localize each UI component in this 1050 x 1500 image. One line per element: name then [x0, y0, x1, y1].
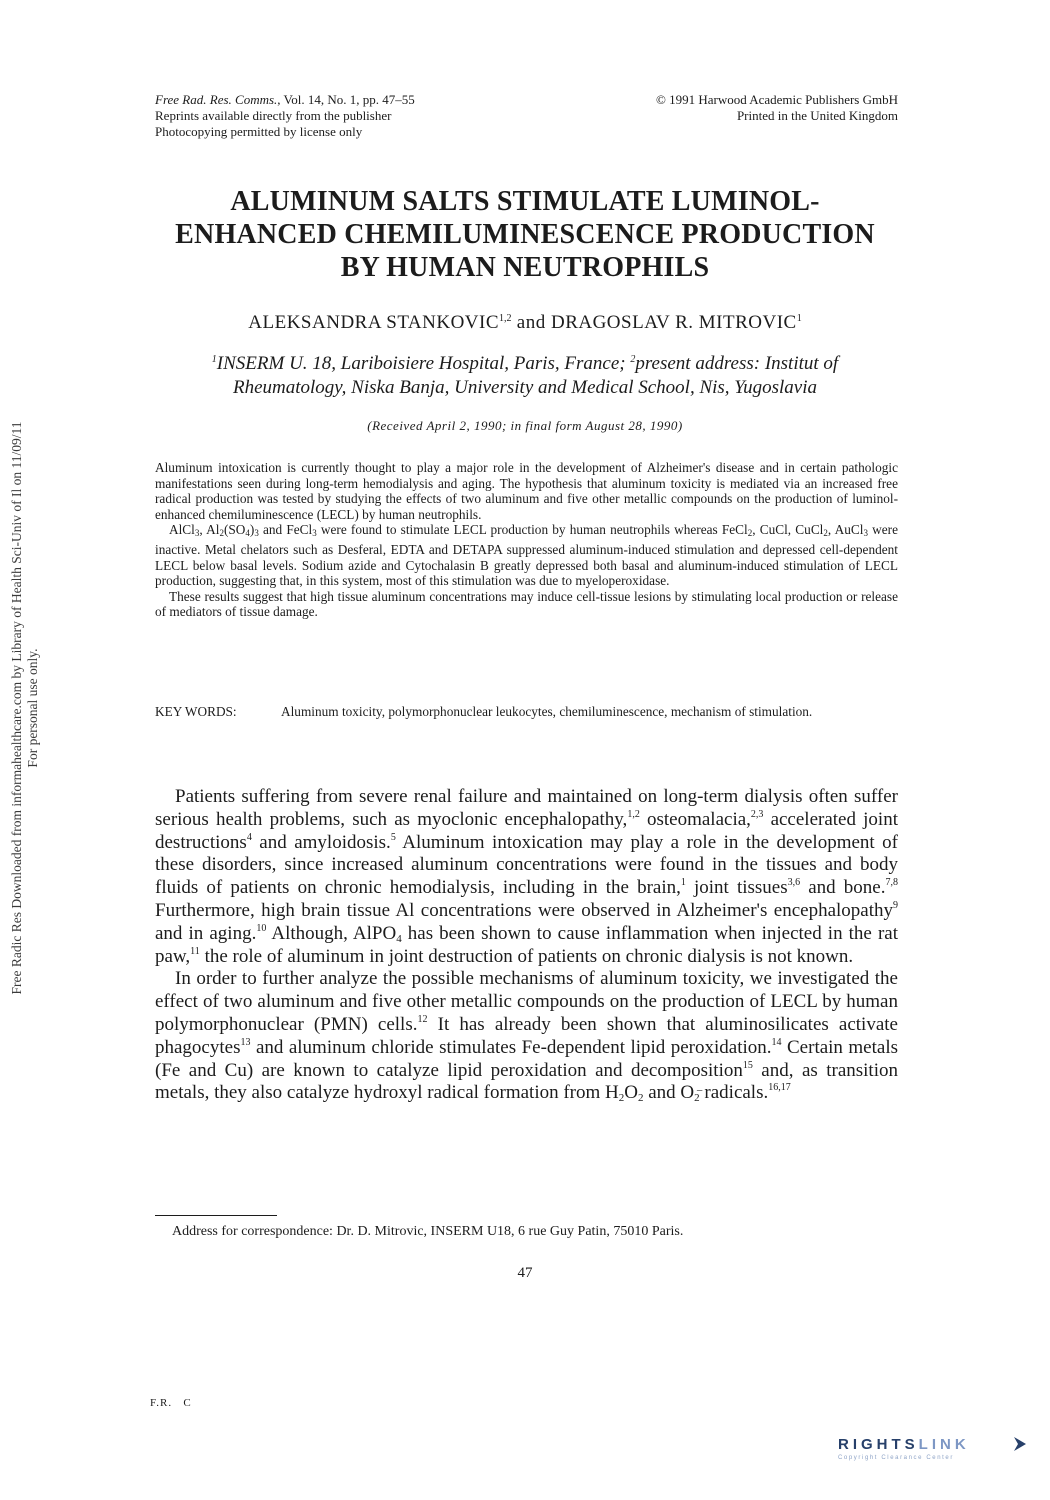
journal-name: Free Rad. Res. Comms. — [155, 92, 278, 107]
rightslink-link: LINK — [918, 1436, 970, 1453]
reprints-notice: Reprints available directly from the publisher — [155, 108, 392, 123]
body-text — [155, 786, 898, 1107]
correspondence-footnote: Address for correspondence: Dr. D. Mitrovic, INSERM U18, 6 rue Guy Patin, 75010 Paris. — [172, 1224, 684, 1239]
keywords — [155, 703, 898, 720]
body-text-run: and bone. — [800, 877, 886, 899]
page-number: 47 — [517, 1265, 533, 1281]
body-text-run: O — [624, 1082, 638, 1104]
abstract-text: ) — [249, 522, 255, 538]
body-text-run: has been shown to cause inflammation when injected in the rat paw, — [155, 922, 898, 967]
body-text-run: and in aging. — [155, 922, 257, 944]
rightslink-arrow-icon — [1014, 1437, 1026, 1451]
author-list — [120, 312, 930, 334]
watermark-line-1: Free Radic Res Downloaded from informahealthcare.com by Library of Health Sci-Univ of Il on 11/09/11 — [9, 421, 24, 995]
subscript: 2 — [694, 1092, 700, 1105]
author-1-affiliation-marker: 1,2 — [499, 313, 512, 324]
title-line-2: ENHANCED CHEMILUMINESCENCE PRODUCTION — [175, 219, 875, 250]
body-text-run: osteomalacia, — [639, 808, 751, 830]
abstract-paragraph-1: Aluminum intoxication is currently thought to play a major role in the development of Alzheimer's disease and in certain pathologic manifestations seen during long-term hemodialysis and aging. The hypothesis that aluminum toxicity is mediated via an increased free radical production was tested by studying the effects of two aluminum and five other metallic compounds on the production of luminol-enhanced chemiluminescence (LECL) by human neutrophils. — [155, 460, 898, 522]
body-text-run: In order to further analyze the possible mechanisms of aluminum toxicity, we investigated the effect of two aluminum and five other metallic compounds on the production of LECL by human polymorphonuclear (PMN) cells. — [155, 968, 898, 1035]
title-line-3: BY HUMAN NEUTROPHILS — [340, 252, 710, 283]
abstract-paragraph-2 — [155, 522, 898, 588]
body-text-run: and, as transition metals, they also catalyze hydroxyl radical formation from H — [155, 1059, 898, 1104]
subscript: 2 — [823, 528, 828, 539]
citation-superscript: 1,2 — [627, 808, 640, 820]
rightslink-tagline: Copyright Clearance Center — [838, 1455, 954, 1461]
citation-superscript: 11 — [190, 945, 200, 957]
abstract-text: , CuCl, CuCl — [752, 522, 824, 538]
author-mitrovic: DRAGOSLAV R. MITROVIC — [550, 312, 797, 333]
body-text-run: It has already been shown that aluminosilicates activate phagocytes — [155, 1013, 898, 1058]
abstract-text: were found to stimulate LECL production by human neutrophils whereas FeCl — [316, 522, 748, 538]
subscript: 2 — [219, 528, 224, 539]
citation-superscript: 7,8 — [885, 877, 898, 889]
affiliations — [120, 348, 930, 400]
subscript: 3 — [254, 528, 259, 539]
subscript: 3 — [863, 528, 868, 539]
rightslink-logo[interactable] — [838, 1436, 1028, 1472]
body-paragraph-1 — [155, 786, 898, 968]
author-conjunction: and — [511, 312, 551, 333]
affiliation-line-1 — [120, 348, 930, 376]
photocopying-notice: Photocopying permitted by license only — [155, 124, 363, 139]
subscript: 3 — [194, 528, 200, 539]
citation-superscript: 15 — [742, 1059, 753, 1071]
citation-superscript: 14 — [771, 1036, 782, 1048]
printed-notice: Printed in the United Kingdom — [736, 108, 898, 123]
signature-mark: F.R. C — [150, 1397, 192, 1409]
abstract-text: , AuCl — [827, 522, 864, 538]
body-text-run: the role of aluminum in joint destruction of patients on chronic dialysis is not known. — [199, 945, 854, 967]
affiliation-marker-1: 1 — [211, 354, 217, 365]
body-text-run: and aluminum chloride stimulates Fe-dependent lipid peroxidation. — [250, 1036, 772, 1058]
abstract-text: , Al — [199, 522, 220, 538]
body-text-run: Certain metals (Fe and Cu) are known to catalyze lipid peroxidation and decomposition — [155, 1036, 898, 1081]
subscript: 2 — [747, 528, 753, 539]
download-watermark — [9, 353, 40, 1063]
affiliation-present-address: present address: Institut of — [635, 353, 839, 374]
body-text-run: and amyloidosis. — [251, 831, 391, 853]
journal-volume-info: , Vol. 14, No. 1, pp. 47–55 — [277, 92, 415, 107]
body-text-run: Aluminum intoxication may play a role in the development of these disorders, since increased aluminum concentrations were found in the tissues and body fluids of patients on chronic hemodialysis, including in the brain, — [155, 831, 898, 899]
subscript: 4 — [245, 528, 250, 539]
abstract-text: (SO — [223, 522, 246, 538]
citation-superscript: 3,6 — [787, 877, 801, 889]
affiliation-marker-2: 2 — [630, 354, 636, 365]
body-text-run: joint tissues — [685, 877, 788, 899]
received-dates: (Received April 2, 1990; in final form August 28, 1990) — [367, 418, 683, 433]
footnote-rule — [155, 1215, 277, 1216]
subscript: 2 — [618, 1092, 625, 1105]
citation-superscript: 1 — [680, 877, 686, 889]
keywords-text: Aluminum toxicity, polymorphonuclear leukocytes, chemiluminescence, mechanism of stimulation. — [281, 704, 813, 719]
copyright-notice: © 1991 Harwood Academic Publishers GmbH — [655, 92, 898, 107]
abstract-text: were inactive. Metal chelators such as Desferal, EDTA and DETAPA suppressed aluminum-induced stimulation and depressed cell-dependent LECL below basal levels. Sodium azide and Cytochalasin B greatly depressed both basal and aluminum-induced stimulation of LECL production, suggesting that, in this system, most of this stimulation was due to myeloperoxidase. — [155, 522, 898, 589]
citation-superscript: 13 — [240, 1036, 251, 1048]
citation-superscript: 10 — [256, 922, 267, 934]
body-text-run: accelerated joint destructions — [155, 808, 898, 853]
running-header-right — [580, 92, 898, 124]
abstract — [155, 460, 898, 620]
citation-superscript: 5 — [390, 831, 396, 843]
abstract-text: AlCl — [169, 522, 195, 538]
citation-superscript: 12 — [417, 1013, 428, 1025]
citation-superscript: 4 — [246, 831, 252, 843]
title-line-1: ALUMINUM SALTS STIMULATE LUMINOL- — [230, 186, 820, 217]
rightslink-rights: RIGHTS — [838, 1436, 919, 1453]
affiliation-line-2: Rheumatology, Niska Banja, University and Medical School, Nis, Yugoslavia — [232, 377, 818, 398]
body-text-run: Although, AlPO — [266, 922, 397, 944]
author-stankovic: ALEKSANDRA STANKOVIC — [248, 312, 500, 333]
body-text-run: radicals. — [699, 1082, 769, 1104]
body-text-run: and O — [643, 1082, 695, 1104]
body-text-run: Patients suffering from severe renal failure and maintained on long-term dialysis often suffer serious health problems, such as myoclonic encephalopathy, — [155, 786, 898, 830]
body-paragraph-2 — [155, 968, 898, 1107]
abstract-paragraph-3: These results suggest that high tissue aluminum concentrations may induce cell-tissue lesions by stimulating local production or release of mediators of tissue damage. — [155, 588, 898, 620]
affiliation-inserm: INSERM U. 18, Lariboisiere Hospital, Paris, France; — [216, 353, 631, 374]
subscript: 2 — [638, 1092, 644, 1105]
subscript: 3 — [312, 528, 317, 539]
keywords-label: KEY WORDS: — [155, 704, 237, 719]
citation-superscript: 9 — [893, 899, 898, 911]
journal-citation — [155, 92, 575, 108]
rightslink-wordmark — [838, 1436, 1028, 1453]
author-2-affiliation-marker: 1 — [796, 313, 802, 324]
citation-superscript: 2,3 — [750, 808, 764, 820]
watermark-line-2: For personal use only. — [24, 648, 40, 768]
abstract-text: and FeCl — [258, 522, 313, 538]
body-text-run: Furthermore, high brain tissue Al concentrations were observed in Alzheimer's encephalopathy — [155, 899, 893, 921]
article-title — [120, 185, 930, 284]
citation-superscript: 16,17 — [768, 1082, 791, 1094]
subscript: 4 — [396, 932, 402, 945]
running-header-left — [155, 92, 575, 140]
